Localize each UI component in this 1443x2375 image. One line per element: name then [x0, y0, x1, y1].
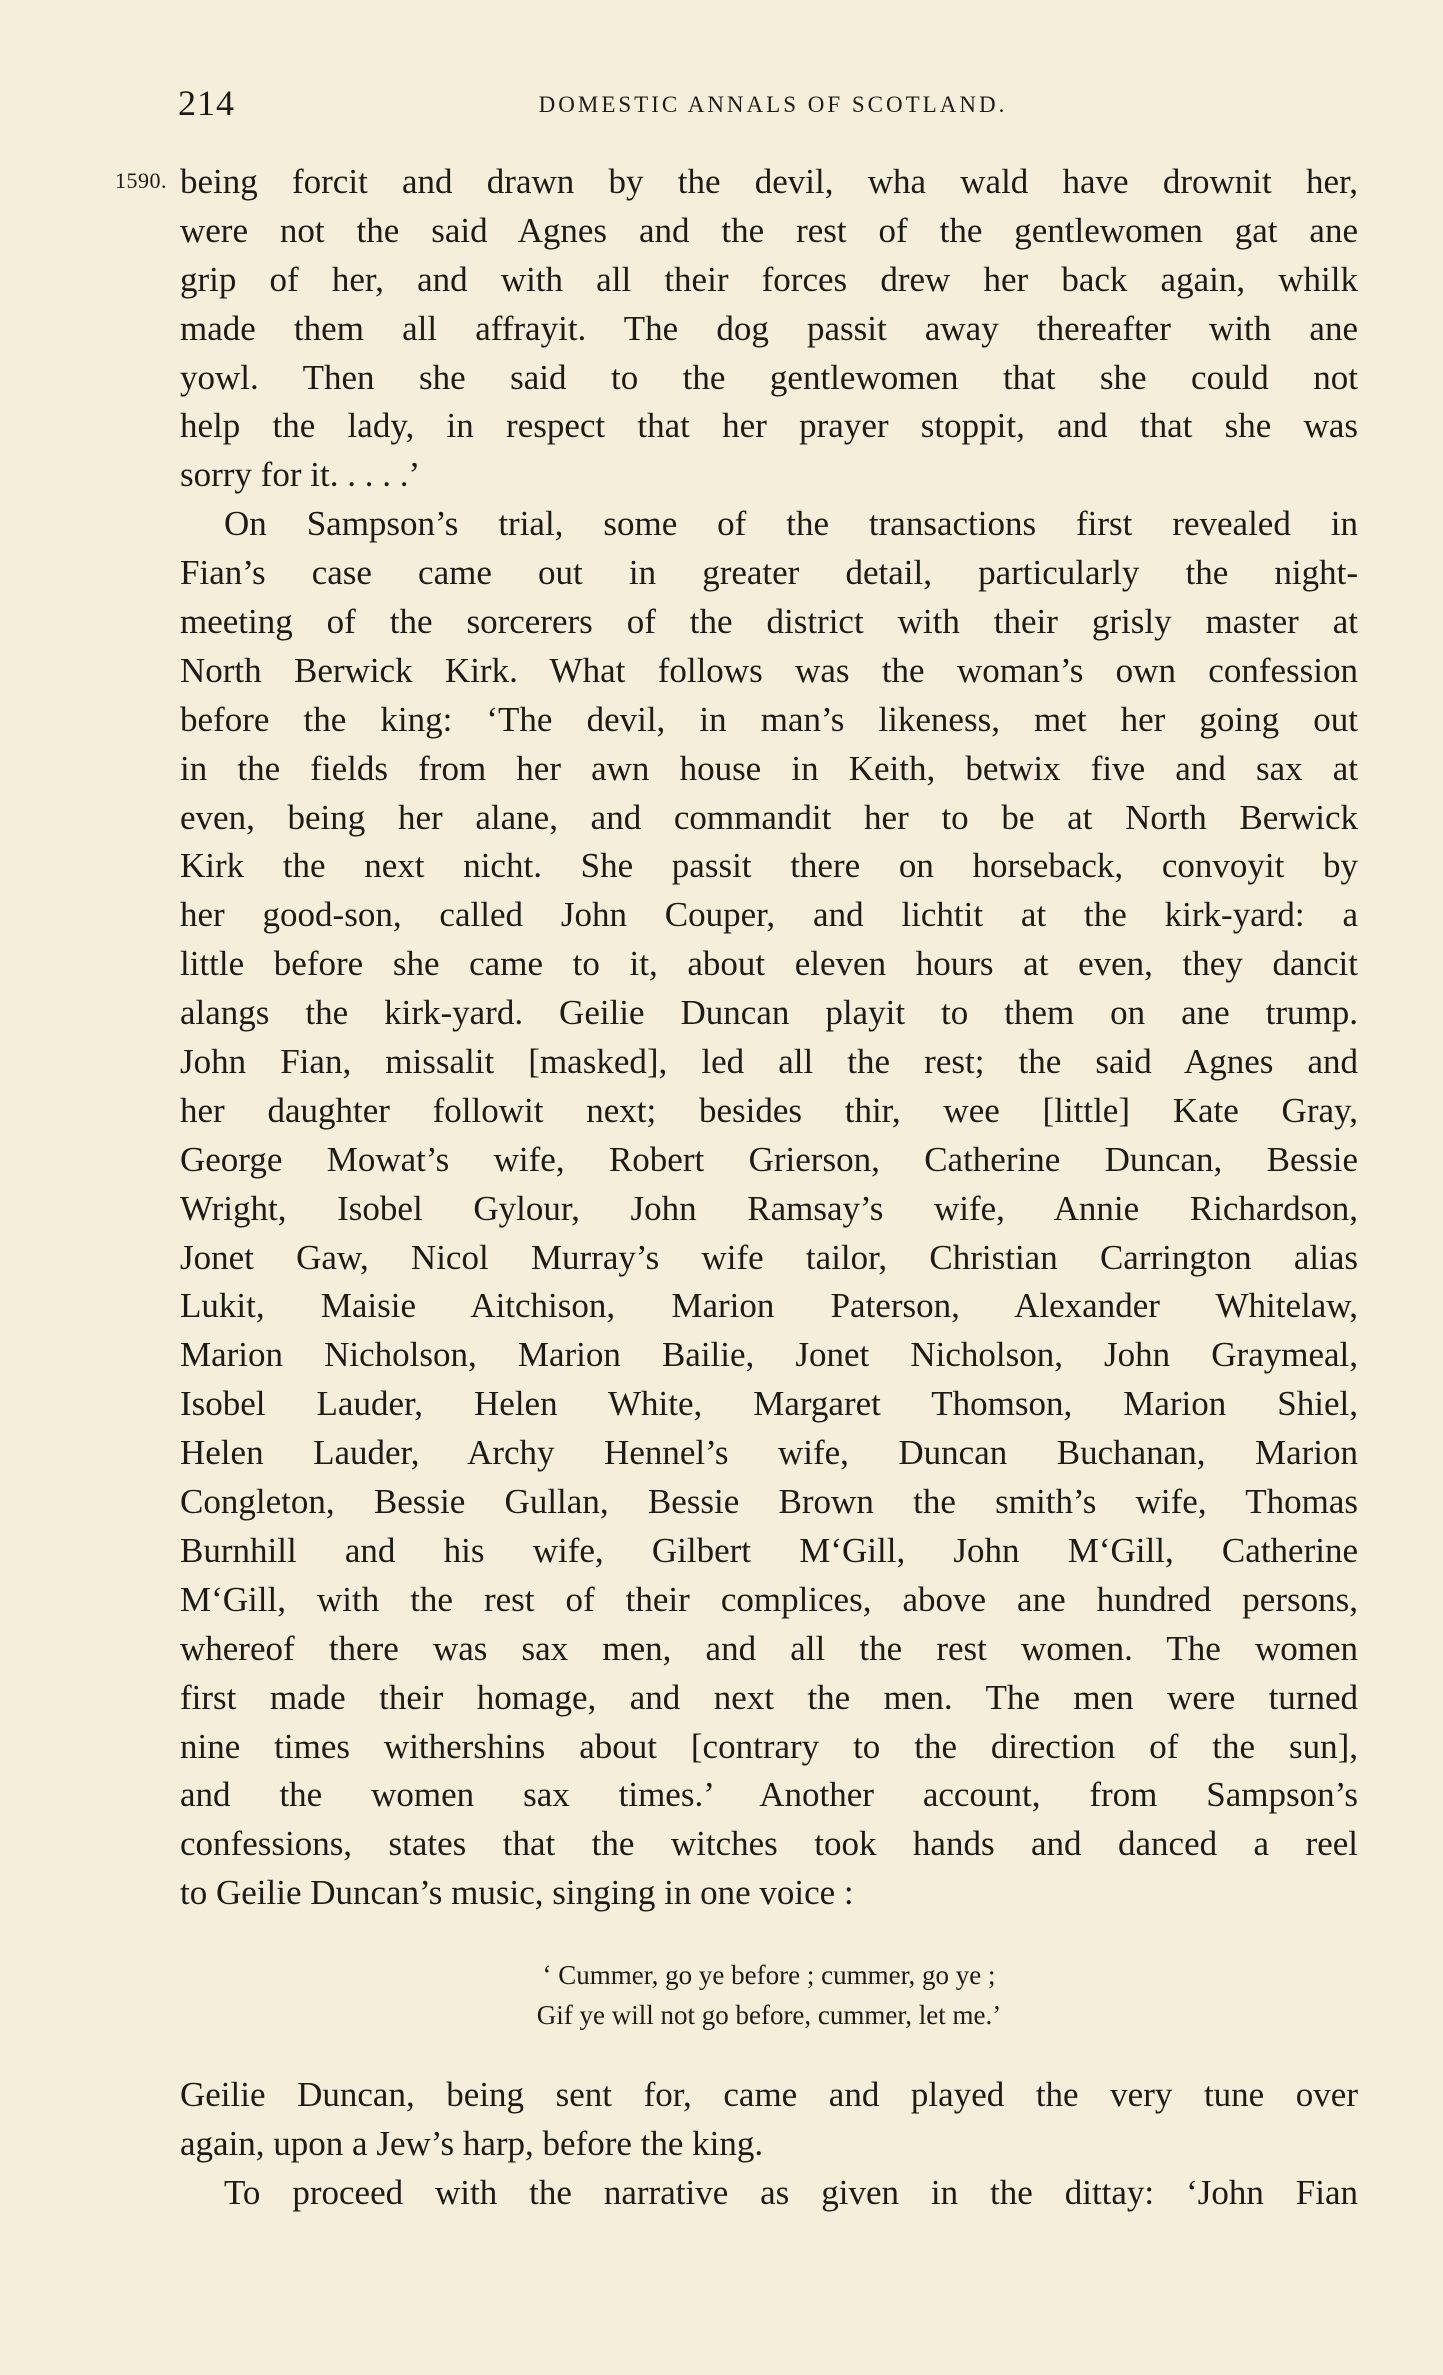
text-line: Isobel Lauder, Helen White, Margaret Thomson, Marion Shiel,	[180, 1384, 1358, 1424]
verse-line: Gif ye will not go before, cummer, let me.’	[536, 2000, 1002, 2030]
text-line: Kirk the next nicht. She passit there on horseback, convoyit by	[180, 846, 1358, 886]
text-line: in the fields from her awn house in Keith, betwix five and sax at	[180, 748, 1358, 788]
text-line: M‘Gill, with the rest of their complices, above ane hundred persons,	[180, 1579, 1358, 1619]
running-head: DOMESTIC ANNALS OF SCOTLAND.	[538, 92, 1008, 117]
text-line: Burnhill and his wife, Gilbert M‘Gill, John M‘Gill, Catherine	[180, 1530, 1358, 1570]
text-line: sorry for it. . . . .’	[180, 455, 421, 495]
text-line: meeting of the sorcerers of the district with their grisly master at	[180, 602, 1358, 642]
text-line: Marion Nicholson, Marion Bailie, Jonet Nicholson, John Graymeal,	[180, 1335, 1358, 1375]
text-line: To proceed with the narrative as given in the dittay: ‘John Fian	[224, 2172, 1358, 2212]
text-line: before the king: ‘The devil, in man’s likeness, met her going out	[180, 699, 1358, 739]
text-line: and the women sax times.’ Another account, from Sampson’s	[180, 1775, 1358, 1815]
text-line: yowl. Then she said to the gentlewomen that she could not	[180, 357, 1358, 397]
text-line: nine times withershins about [contrary to the direction of the sun],	[180, 1726, 1358, 1766]
body-text	[180, 158, 1358, 1918]
text-line: made them all affrayit. The dog passit away thereafter with ane	[180, 308, 1358, 348]
text-line: little before she came to it, about eleven hours at even, they dancit	[180, 944, 1358, 984]
text-line: again, upon a Jew’s harp, before the king.	[180, 2123, 764, 2163]
text-line: Lukit, Maisie Aitchison, Marion Paterson, Alexander Whitelaw,	[180, 1286, 1358, 1326]
text-line: grip of her, and with all their forces drew her back again, whilk	[180, 259, 1358, 299]
text-line: George Mowat’s wife, Robert Grierson, Catherine Duncan, Bessie	[180, 1139, 1358, 1179]
margin-year: 1590.	[115, 168, 167, 193]
text-line: Congleton, Bessie Gullan, Bessie Brown the smith’s wife, Thomas	[180, 1482, 1358, 1522]
text-line: to Geilie Duncan’s music, singing in one voice :	[180, 1873, 854, 1913]
page-number: 214	[178, 83, 235, 123]
text-line: On Sampson’s trial, some of the transactions first revealed in	[224, 504, 1358, 544]
text-line: confessions, states that the witches took hands and danced a reel	[180, 1824, 1358, 1864]
page-header	[178, 82, 1368, 132]
text-line: whereof there was sax men, and all the rest women. The women	[180, 1628, 1358, 1668]
text-line: Jonet Gaw, Nicol Murray’s wife tailor, Christian Carrington alias	[180, 1237, 1358, 1277]
text-line: her good-son, called John Couper, and lichtit at the kirk-yard: a	[180, 895, 1358, 935]
text-line: Helen Lauder, Archy Hennel’s wife, Duncan Buchanan, Marion	[180, 1433, 1358, 1473]
text-line: Wright, Isobel Gylour, John Ramsay’s wife, Annie Richardson,	[180, 1188, 1358, 1228]
text-line: alangs the kirk-yard. Geilie Duncan playit to them on ane trump.	[180, 993, 1358, 1033]
text-line: were not the said Agnes and the rest of the gentlewomen gat ane	[180, 210, 1358, 250]
text-line: even, being her alane, and commandit her to be at North Berwick	[180, 797, 1358, 837]
text-line: Fian’s case came out in greater detail, particularly the night-	[180, 553, 1358, 593]
verse-quotation	[180, 1955, 1358, 2035]
text-line: being forcit and drawn by the devil, wha wald have drownit her,	[180, 162, 1358, 201]
text-line: her daughter followit next; besides thir, wee [little] Kate Gray,	[180, 1090, 1358, 1130]
text-line: Geilie Duncan, being sent for, came and played the very tune over	[180, 2075, 1358, 2114]
body-text-continued	[180, 2071, 1358, 2218]
verse-line: ‘ Cummer, go ye before ; cummer, go ye ;	[542, 1960, 996, 1990]
text-line: first made their homage, and next the men. The men were turned	[180, 1677, 1358, 1717]
text-line: help the lady, in respect that her prayer stoppit, and that she was	[180, 406, 1358, 446]
text-line: North Berwick Kirk. What follows was the woman’s own confession	[180, 650, 1358, 690]
text-line: John Fian, missalit [masked], led all the rest; the said Agnes and	[180, 1042, 1358, 1082]
